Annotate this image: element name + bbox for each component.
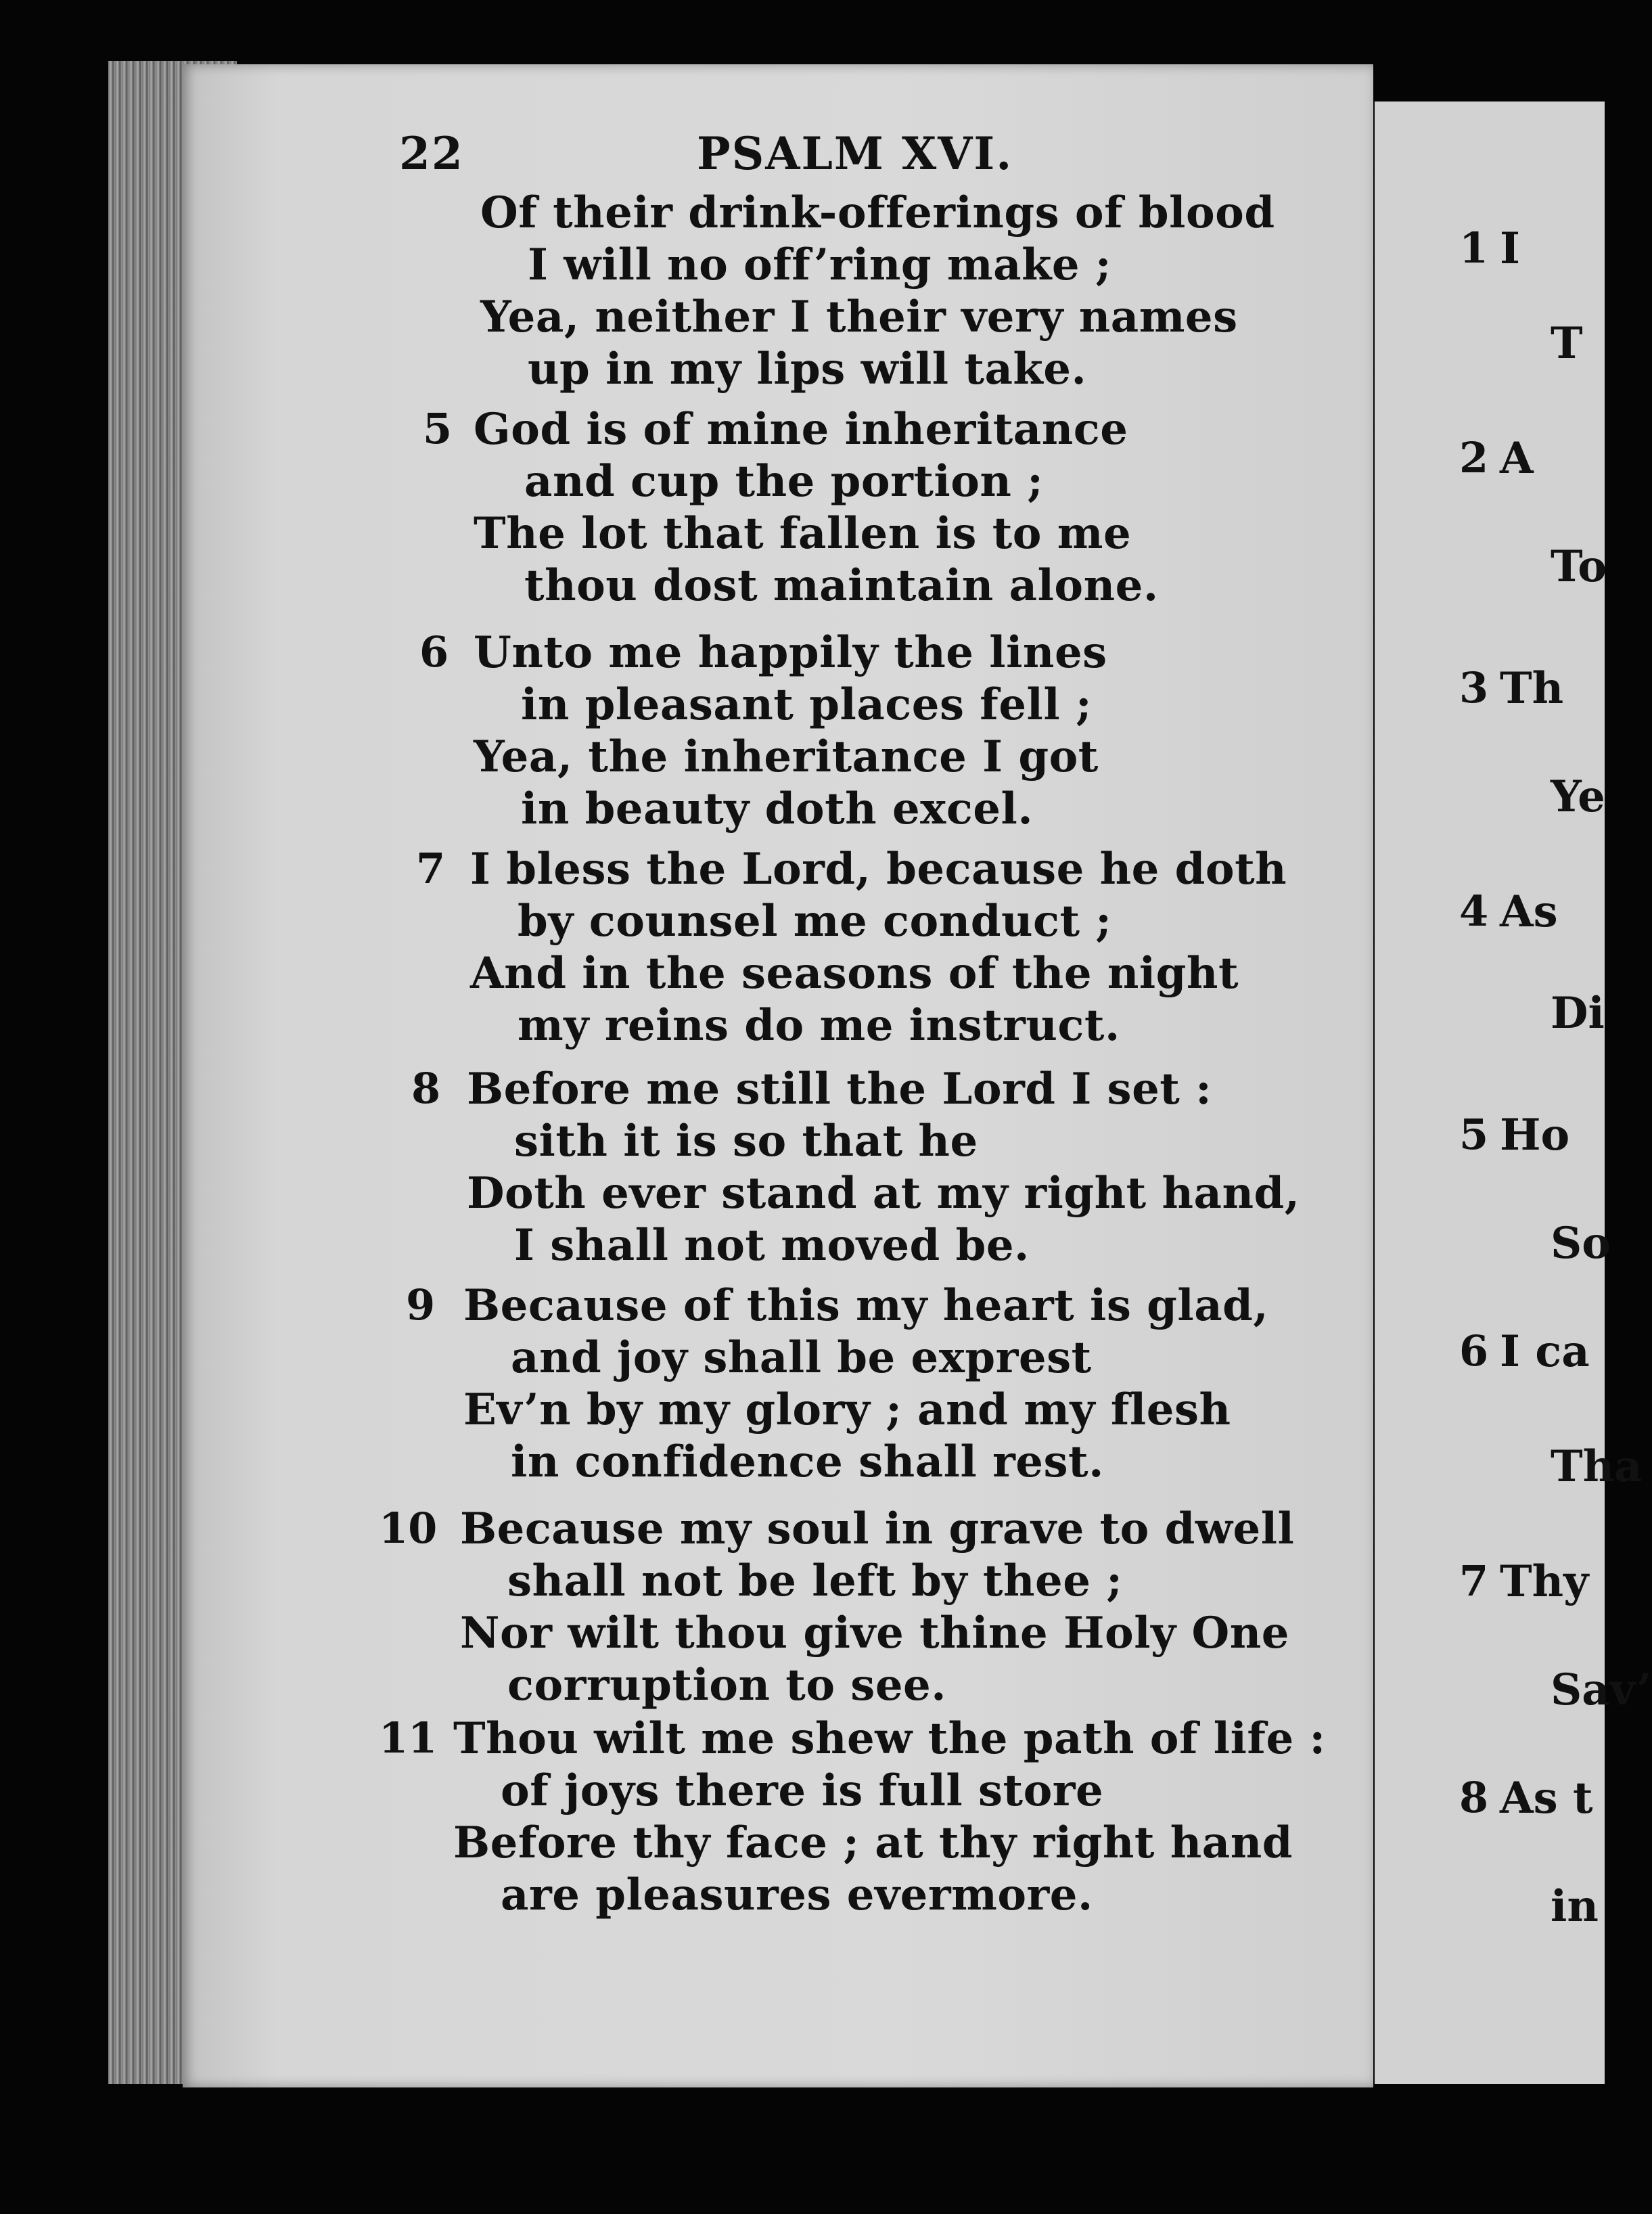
verse-line: in confidence shall rest. [511,1437,1104,1487]
verse-number: 11 [379,1713,438,1763]
verse-line: Of their drink-offerings of blood [480,187,1275,238]
facing-text-fragment: Ho [1500,1110,1570,1160]
verse-line: Before thy face ; at thy right hand [453,1817,1293,1868]
facing-text-fragment: As [1500,886,1558,937]
verse-line: And in the seasons of the night [470,948,1239,999]
verse-line: my reins do me instruct. [518,1000,1120,1051]
verse-line: and cup the portion ; [524,456,1044,507]
facing-verse-number: 8 [1459,1773,1489,1822]
facing-text-fragment: To [1551,541,1607,592]
verse-line: sith it is so that he [514,1116,978,1167]
verse-line: God is of mine inheritance [474,404,1128,455]
verse-line: in pleasant places fell ; [521,679,1093,730]
facing-verse-number: 4 [1459,886,1489,936]
facing-text-fragment: Tha [1551,1441,1643,1492]
verse-line: Yea, the inheritance I got [474,731,1099,782]
verse-line: up in my lips will take. [528,344,1087,394]
verse-line: I bless the Lord, because he doth [470,844,1287,895]
verse-number: 5 [423,404,453,453]
verse-line: Doth ever stand at my right hand, [467,1168,1300,1219]
facing-verse-number: 7 [1459,1556,1489,1606]
verse-line: Nor wilt thou give thine Holy One [460,1608,1289,1658]
facing-text-fragment: I [1500,223,1520,274]
verse-line: Thou wilt me shew the path of life : [453,1713,1326,1764]
verse-number: 7 [416,844,446,893]
facing-text-fragment: Sav’ [1551,1665,1652,1715]
facing-text-fragment: Thy [1500,1556,1589,1607]
verse-line: Because my soul in grave to dwell [460,1504,1295,1554]
verse-line: I shall not moved be. [514,1220,1030,1271]
page-number: 22 [399,127,464,180]
page-title: PSALM XVI. [697,127,1013,180]
verse-line: Before me still the Lord I set : [467,1064,1212,1114]
verse-line: by counsel me conduct ; [518,896,1112,947]
facing-verse-number: 3 [1459,663,1489,713]
facing-verse-number: 6 [1459,1326,1489,1376]
verse-line: are pleasures evermore. [501,1870,1093,1920]
verse-line: I will no off’ring make ; [528,240,1112,290]
verse-line: Ev’n by my glory ; and my flesh [463,1384,1231,1435]
facing-text-fragment: A [1500,433,1534,484]
facing-text-fragment: Di [1551,988,1605,1039]
verse-line: of joys there is full store [501,1765,1104,1816]
verse-number: 6 [419,627,449,677]
facing-verse-number: 1 [1459,223,1489,273]
verse-line: corruption to see. [507,1660,947,1711]
verse-number: 9 [406,1280,436,1330]
facing-text-fragment: in [1551,1881,1599,1932]
verse-line: shall not be left by thee ; [507,1556,1123,1606]
verse-number: 10 [379,1504,438,1553]
facing-text-fragment: Th [1500,663,1564,714]
verse-line: Yea, neither I their very names [480,292,1238,342]
verse-line: thou dost maintain alone. [524,560,1159,611]
facing-text-fragment: As t [1500,1773,1593,1824]
facing-text-fragment: So [1551,1218,1611,1269]
facing-page [1375,101,1652,2084]
facing-verse-number: 5 [1459,1110,1489,1159]
verse-line: Unto me happily the lines [474,627,1107,678]
verse-line: and joy shall be exprest [511,1332,1092,1383]
verse-line: The lot that fallen is to me [474,508,1132,559]
facing-text-fragment: I ca [1500,1326,1590,1377]
verse-number: 8 [411,1064,441,1113]
facing-verse-number: 2 [1459,433,1489,482]
facing-text-fragment: T [1551,318,1583,369]
facing-text-fragment: Ye [1551,771,1605,822]
verse-line: in beauty doth excel. [521,784,1034,834]
verse-line: Because of this my heart is glad, [463,1280,1269,1331]
